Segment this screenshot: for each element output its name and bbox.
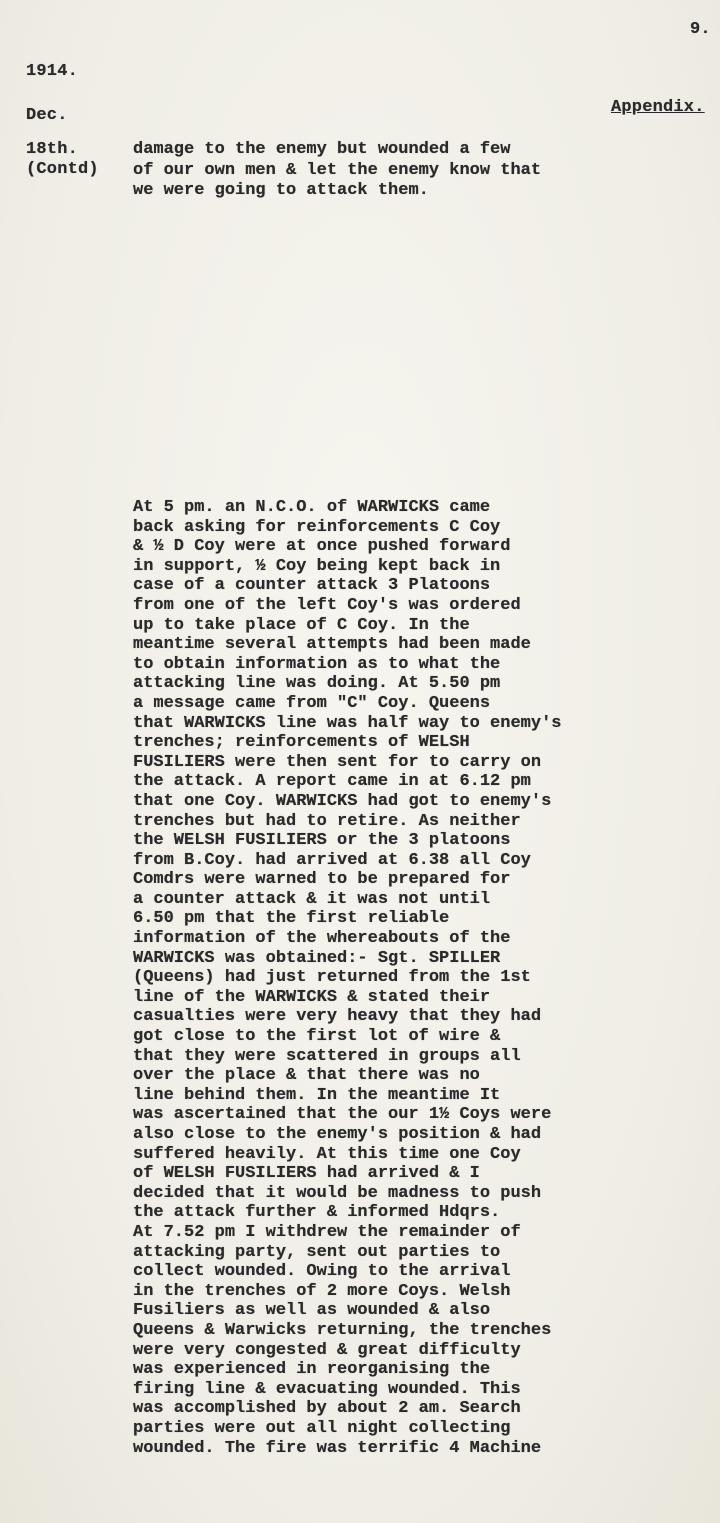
- intro-line: damage to the enemy but wounded a few: [133, 140, 511, 159]
- body-line: Queens & Warwicks returning, the trenches: [133, 1320, 552, 1340]
- body-line: collect wounded. Owing to the arrival: [133, 1262, 511, 1282]
- body-line: the attack. A report came in at 6.12 pm: [133, 772, 531, 792]
- body-line: Fusiliers as well as wounded & also: [133, 1301, 491, 1321]
- body-line: back asking for reinforcements C Coy: [133, 517, 501, 537]
- body-line: in support, ½ Coy being kept back in: [133, 556, 501, 576]
- body-line: attacking line was doing. At 5.50 pm: [133, 674, 501, 694]
- body-line: suffered heavily. At this time one Coy: [133, 1144, 521, 1164]
- body-line: of WELSH FUSILIERS had arrived & I: [133, 1164, 480, 1184]
- body-line: got close to the first lot of wire &: [133, 1027, 501, 1047]
- entry-date-note: (Contd): [26, 160, 99, 179]
- body-line: At 7.52 pm I withdrew the remainder of: [133, 1222, 521, 1242]
- main-paragraph: [133, 498, 561, 1458]
- body-line: from B.Coy. had arrived at 6.38 all Coy: [133, 850, 531, 870]
- body-line: that they were scattered in groups all: [133, 1046, 521, 1066]
- body-line: was ascertained that the our 1½ Coys were: [133, 1105, 552, 1125]
- intro-line: of our own men & let the enemy know that: [133, 160, 542, 180]
- body-line: in the trenches of 2 more Coys. Welsh: [133, 1281, 511, 1301]
- intro-paragraph: [133, 140, 541, 202]
- body-line: that one Coy. WARWICKS had got to enemy's: [133, 791, 552, 811]
- body-line: a message came from "C" Coy. Queens: [133, 693, 491, 713]
- body-line: trenches; reinforcements of WELSH: [133, 733, 470, 753]
- body-line: were very congested & great difficulty: [133, 1340, 521, 1360]
- body-line: Comdrs were warned to be prepared for: [133, 870, 511, 890]
- body-line: WARWICKS was obtained:- Sgt. SPILLER: [133, 948, 501, 968]
- body-line: over the place & that there was no: [133, 1066, 480, 1086]
- body-line: that WARWICKS line was half way to enemy's: [133, 713, 562, 733]
- body-line: the attack further & informed Hdqrs.: [133, 1203, 501, 1223]
- body-line: up to take place of C Coy. In the: [133, 615, 470, 635]
- year-heading: 1914.: [26, 62, 79, 81]
- body-line: parties were out all night collecting: [133, 1418, 511, 1438]
- entry-date: 18th.: [26, 140, 79, 159]
- body-line: FUSILIERS were then sent for to carry on: [133, 752, 542, 772]
- body-line: from one of the left Coy's was ordered: [133, 595, 521, 615]
- body-line: also close to the enemy's position & had: [133, 1125, 542, 1144]
- body-line: wounded. The fire was terrific 4 Machine: [133, 1438, 542, 1458]
- body-line: information of the whereabouts of the: [133, 929, 511, 949]
- body-line: line behind them. In the meantime It: [133, 1085, 501, 1105]
- body-line: was experienced in reorganising the: [133, 1360, 491, 1380]
- body-line: to obtain information as to what the: [133, 654, 501, 674]
- appendix-heading: Appendix.: [611, 98, 705, 117]
- body-line: a counter attack & it was not until: [133, 889, 491, 909]
- body-line: trenches but had to retire. As neither: [133, 811, 521, 831]
- body-line: casualties were very heavy that they had: [133, 1007, 542, 1027]
- body-line: decided that it would be madness to push: [133, 1183, 542, 1203]
- body-line: (Queens) had just returned from the 1st: [133, 968, 531, 988]
- body-line: line of the WARWICKS & stated their: [133, 987, 491, 1007]
- body-line: firing line & evacuating wounded. This: [133, 1379, 521, 1399]
- body-line: 6.50 pm that the first reliable: [133, 909, 450, 929]
- body-line: meantime several attempts had been made: [133, 635, 531, 655]
- body-line: was accomplished by about 2 am. Search: [133, 1399, 521, 1419]
- page-number: 9.: [690, 20, 711, 39]
- body-line: attacking party, sent out parties to: [133, 1242, 501, 1262]
- intro-line: we were going to attack them.: [133, 181, 429, 200]
- body-line: & ½ D Coy were at once pushed forward: [133, 537, 511, 557]
- body-line: the WELSH FUSILIERS or the 3 platoons: [133, 831, 511, 851]
- body-line: At 5 pm. an N.C.O. of WARWICKS came: [133, 498, 491, 517]
- month-heading: Dec.: [26, 106, 68, 125]
- body-line: case of a counter attack 3 Platoons: [133, 576, 491, 596]
